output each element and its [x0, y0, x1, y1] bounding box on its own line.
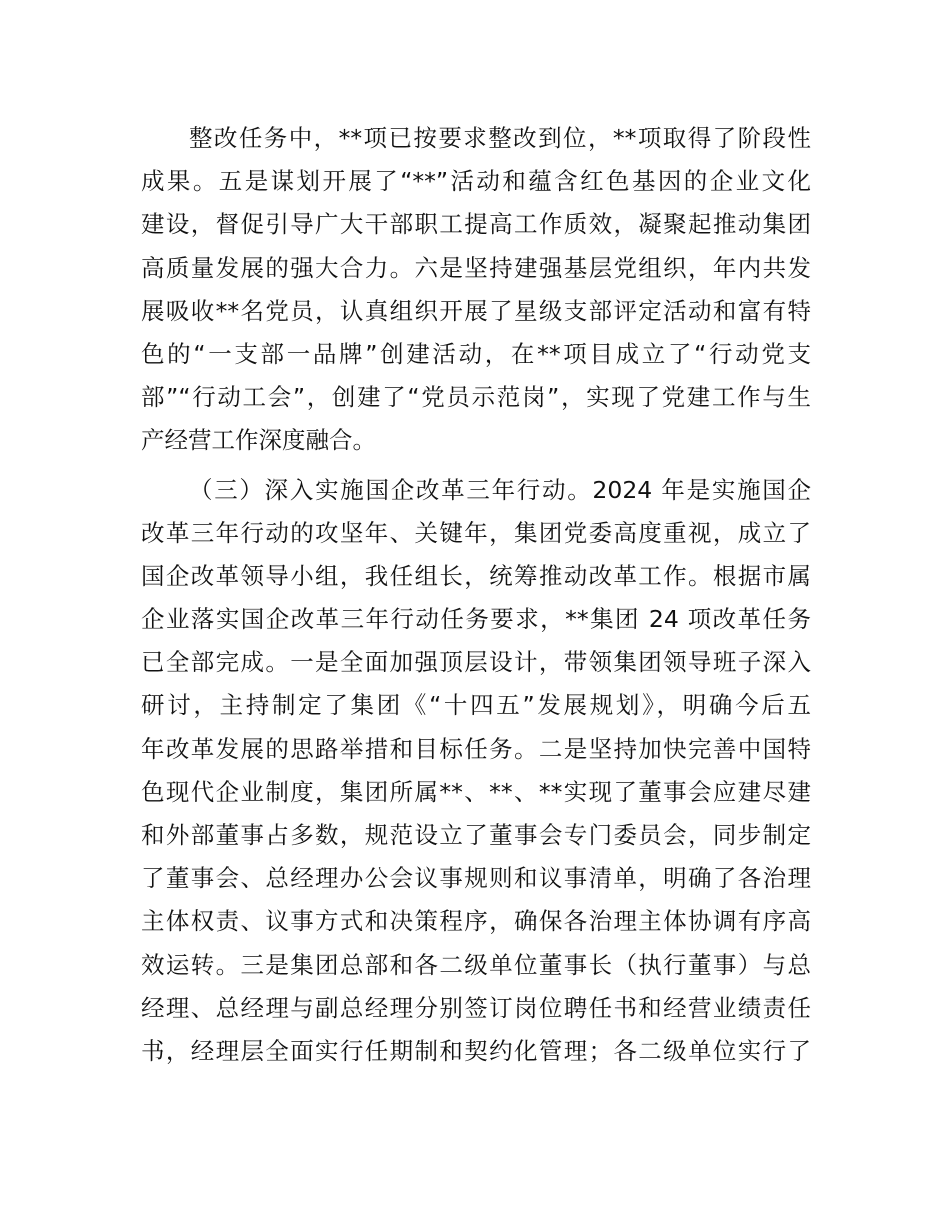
- text-line: （三）深入实施国企改革三年行动。2024 年是实施国企: [189, 475, 811, 504]
- text-line: 部”“行动工会”，创建了“党员示范岗”，实现了党建工作与生: [141, 383, 811, 412]
- text-line: 年改革发展的思路举措和目标任务。二是坚持加快完善中国特: [141, 734, 811, 763]
- text-line: 研讨，主持制定了集团《“十四五”发展规划》，明确今后五: [141, 691, 811, 720]
- paragraph-1: [141, 117, 811, 463]
- text-line: 书，经理层全面实行任期制和契约化管理；各二级单位实行了: [141, 1036, 811, 1065]
- text-line: 色的“一支部一品牌”创建活动，在**项目成立了“行动党支: [141, 339, 811, 368]
- document-body: [141, 117, 811, 1073]
- text-line: 建设，督促引导广大干部职工提高工作质效，凝聚起推动集团: [141, 210, 811, 239]
- text-line: 经理、总经理与副总经理分别签订岗位聘任书和经营业绩责任: [141, 993, 811, 1022]
- text-line: 整改任务中，**项已按要求整改到位，**项取得了阶段性: [189, 124, 811, 152]
- text-line: 已全部完成。一是全面加强顶层设计，带领集团领导班子深入: [141, 648, 811, 677]
- text-line: 改革三年行动的攻坚年、关键年，集团党委高度重视，成立了: [141, 518, 811, 547]
- text-line: 主体权责、议事方式和决策程序，确保各治理主体协调有序高: [141, 907, 811, 936]
- text-line: 和外部董事占多数，规范设立了董事会专门委员会，同步制定: [141, 821, 811, 849]
- text-line: 企业落实国企改革三年行动任务要求，**集团 24 项改革任务: [141, 605, 811, 634]
- text-line: 效运转。三是集团总部和各二级单位董事长（执行董事）与总: [141, 950, 811, 979]
- text-line: 色现代企业制度，集团所属**、**、**实现了董事会应建尽建: [141, 777, 811, 806]
- text-line: 了董事会、总经理办公会议事规则和议事清单，明确了各治理: [141, 864, 811, 893]
- text-line: 展吸收**名党员，认真组织开展了星级支部评定活动和富有特: [141, 296, 811, 325]
- text-line: 高质量发展的强大合力。六是坚持建强基层党组织，年内共发: [141, 253, 811, 282]
- text-line: 产经营工作深度融合。: [141, 426, 376, 455]
- paragraph-2: [141, 469, 811, 1074]
- text-line: 国企改革领导小组，我任组长，统筹推动改革工作。根据市属: [141, 561, 811, 590]
- text-line: 成果。五是谋划开展了“**”活动和蕴含红色基因的企业文化: [141, 167, 811, 196]
